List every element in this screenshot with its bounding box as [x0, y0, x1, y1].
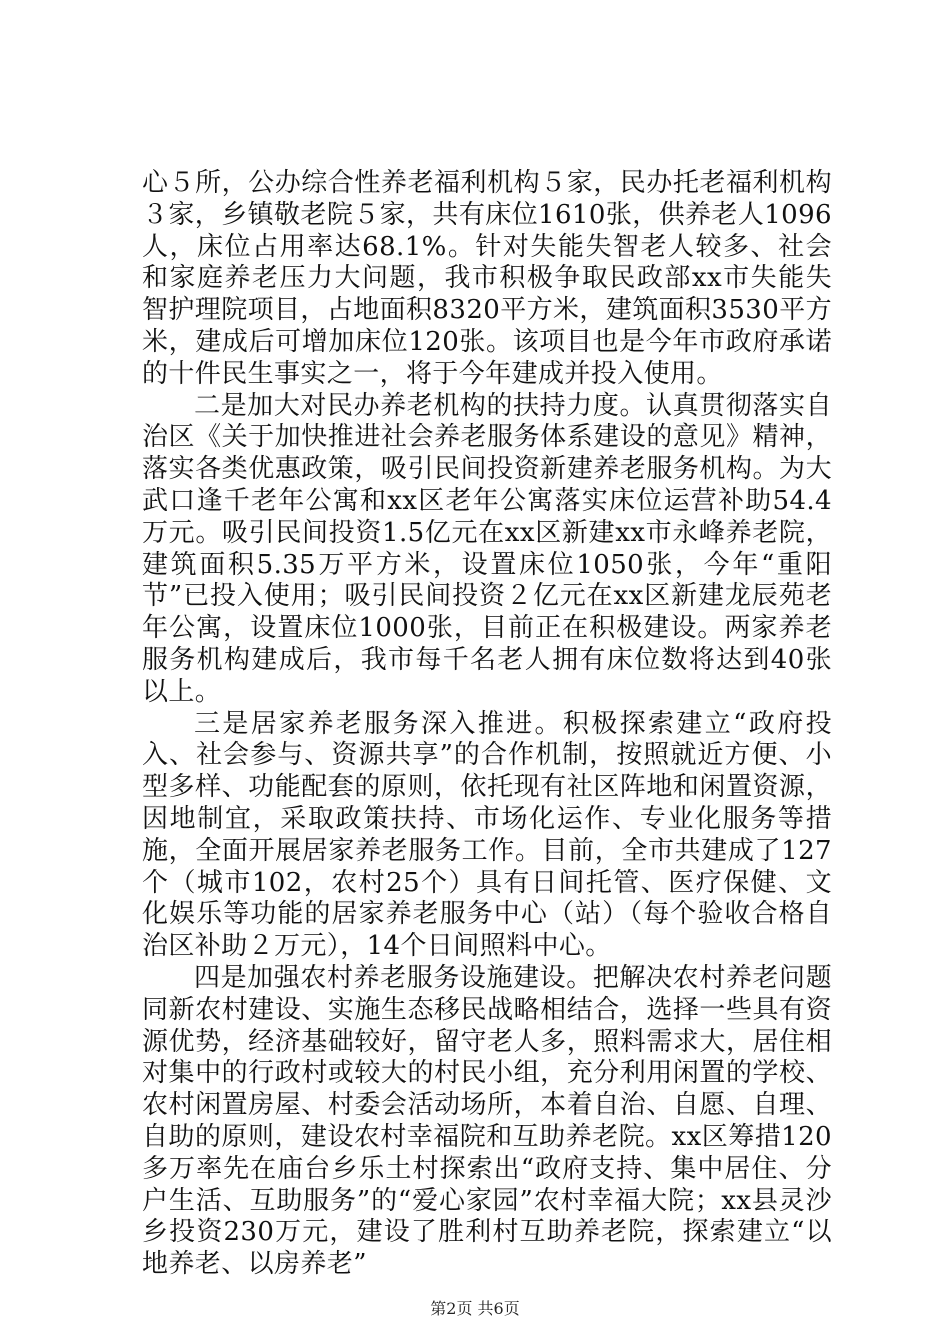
paragraph-1: 心５所，公办综合性养老福利机构５家，民办托老福利机构３家，乡镇敬老院５家，共有床位1610张，供养老人1096人，床位占用率达68.1%。针对失能失智老人较多、社会和家庭养老压力大问题，我市积极争取民政部xx市失能失智护理院项目，占地面积8320平方米，建筑面积3530平方米，建成后可增加床位120张。该项目也是今年市政府承诺的十件民生事实之一，将于今年建成并投入使用。	[142, 168, 832, 389]
paragraph-4: 四是加强农村养老服务设施建设。把解决农村养老问题同新农村建设、实施生态移民战略相结合，选择一些具有资源优势，经济基础较好，留守老人多，照料需求大，居住相对集中的行政村或较大的村民小组，充分利用闲置的学校、农村闲置房屋、村委会活动场所，本着自治、自愿、自理、自助的原则，建设农村幸福院和互助养老院。xx区筹措120多万率先在庙台乡乐土村探索出“政府支持、集中居住、分户生活、互助服务”的“爱心家园”农村幸福大院；xx县灵沙乡投资230万元，建设了胜利村互助养老院，探索建立“以地养老、以房养老”	[142, 962, 832, 1280]
page-number-footer: 第2页 共6页	[430, 1299, 520, 1318]
document-body	[142, 168, 832, 1281]
paragraph-2: 二是加大对民办养老机构的扶持力度。认真贯彻落实自治区《关于加快推进社会养老服务体系建设的意见》精神，落实各类优惠政策，吸引民间投资新建养老服务机构。为大武口逢千老年公寓和xx区老年公寓落实床位运营补助54.4万元。吸引民间投资1.5亿元在xx区新建xx市永峰养老院，建筑面积5.35万平方米，设置床位1050张，今年“重阳节”已投入使用；吸引民间投资２亿元在xx区新建龙辰苑老年公寓，设置床位1000张，目前正在积极建设。两家养老服务机构建成后，我市每千名老人拥有床位数将达到40张以上。	[142, 390, 832, 707]
paragraph-3: 三是居家养老服务深入推进。积极探索建立“政府投入、社会参与、资源共享”的合作机制，按照就近方便、小型多样、功能配套的原则，依托现有社区阵地和闲置资源，因地制宜，采取政策扶持、市场化运作、专业化服务等措施，全面开展居家养老服务工作。目前，全市共建成了127个（城市102，农村25个）具有日间托管、医疗保健、文化娱乐等功能的居家养老服务中心（站）（每个验收合格自治区补助２万元），14个日间照料中心。	[142, 708, 832, 962]
